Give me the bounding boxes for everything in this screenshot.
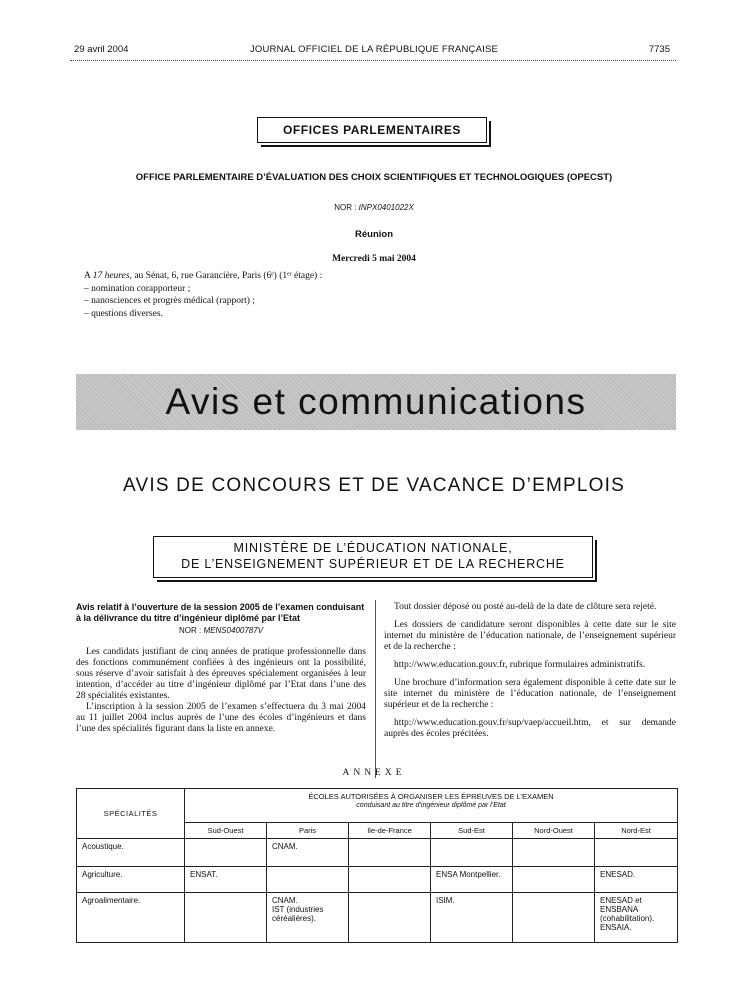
table-cell: ENESAD. bbox=[595, 867, 678, 893]
article-paragraph: Les dossiers de candidature seront disponibles à cette date sur le site internet du ministère de l’éducation nationale, de l’enseignement supérieur et de la recherche : bbox=[384, 620, 676, 652]
nor-label: NOR : bbox=[334, 203, 357, 212]
table-row bbox=[77, 867, 678, 893]
meeting-date: Mercredi 5 mai 2004 bbox=[332, 254, 416, 264]
table-cell: ISIM. bbox=[431, 893, 513, 943]
table-cell bbox=[349, 867, 431, 893]
article-right-column bbox=[384, 602, 676, 747]
nor-reference bbox=[0, 203, 748, 212]
agenda-intro-a: A bbox=[84, 271, 91, 281]
agenda-item: – nomination corapporteur ; bbox=[84, 283, 191, 294]
region-header: Paris bbox=[267, 823, 349, 839]
article-title: Avis relatif à l’ouverture de la session 2005 de l’examen conduisant à la délivrance du titre d’ingénieur diplômé par l’Etat bbox=[76, 602, 365, 623]
offices-box-title: OFFICES PARLEMENTAIRES bbox=[257, 117, 487, 143]
article-paragraph: L’inscription à la session 2005 de l’examen s’effectuera du 3 mai 2004 au 11 juillet 2004 inclus auprès de l’une des écoles d’ingénieurs et dans l’une des spécialités figurant dans la liste en annexe. bbox=[76, 702, 366, 734]
table-cell-spec: Agriculture. bbox=[77, 867, 185, 893]
column-divider bbox=[375, 600, 376, 778]
table-cell bbox=[349, 839, 431, 867]
table-cell bbox=[431, 839, 513, 867]
header-ecoles bbox=[185, 789, 678, 823]
article-url: http://www.education.gouv.fr, rubrique formulaires administratifs. bbox=[394, 660, 646, 670]
table-header-row bbox=[77, 789, 678, 823]
table-cell bbox=[185, 839, 267, 867]
table-cell: CNAM. IST (industries céréalières). bbox=[267, 893, 349, 943]
table-cell: ENSA Montpellier. bbox=[431, 867, 513, 893]
table-cell bbox=[267, 867, 349, 893]
table-cell: CNAM. bbox=[267, 839, 349, 867]
article-nor-label: NOR : bbox=[178, 626, 202, 635]
article-paragraph: Une brochure d’information sera également disponible à cette date sur le site internet du ministère de l’éducation nationale, de l’enseignement supérieur et de la recherche : bbox=[384, 678, 676, 710]
article-url: http://www.education.gouv.fr/sup/vaep/accueil.htm, et sur demande auprès des écoles précitées. bbox=[384, 718, 676, 739]
annex-table bbox=[76, 788, 678, 943]
agenda-item: – nanosciences et progrès médical (rapport) ; bbox=[84, 296, 255, 306]
header-ecoles-title: ÉCOLES AUTORISÉES À ORGANISER LES ÉPREUVES DE L’EXAMEN bbox=[308, 792, 554, 801]
ministry-line-1: MINISTÈRE DE L’ÉDUCATION NATIONALE, bbox=[233, 541, 513, 555]
ministry-line-2: DE L’ENSEIGNEMENT SUPÉRIEUR ET DE LA RECHERCHE bbox=[181, 557, 565, 571]
agenda bbox=[84, 270, 322, 320]
header-specialites: SPÉCIALITÉS bbox=[77, 789, 185, 839]
region-header: Nord-Ouest bbox=[513, 823, 595, 839]
agenda-intro-b: au Sénat, 6, rue Garancière, Paris (6ᵉ) (1ᵉʳ étage) : bbox=[134, 271, 323, 281]
agenda-item: – questions diverses. bbox=[84, 308, 163, 319]
journal-title: JOURNAL OFFICIEL DE LA RÉPUBLIQUE FRANÇAISE bbox=[249, 44, 499, 55]
table-cell bbox=[185, 893, 267, 943]
header-ecoles-subtitle: conduisant au titre d’ingénieur diplômé par l’Etat bbox=[356, 802, 506, 809]
region-header: Ile-de-France bbox=[349, 823, 431, 839]
table-cell: ENSAT. bbox=[185, 867, 267, 893]
header-date: 29 avril 2004 bbox=[74, 44, 129, 55]
agenda-intro bbox=[84, 270, 322, 283]
table-row bbox=[77, 839, 678, 867]
table-cell-spec: Acoustique. bbox=[77, 839, 185, 867]
table-cell bbox=[513, 867, 595, 893]
article-paragraph: Les candidats justifiant de cinq années de pratique professionnelle dans des fonctions communément confiées à des ingénieurs ont la possibilité, sous réserve d’avoir satisfait à des épreuves spécialement organisées à leur intention, d’accéder au titre d’ingénieur diplômé par l’Etat dans l’une des 28 spécialités existantes. bbox=[76, 647, 366, 701]
region-header: Sud-Est bbox=[431, 823, 513, 839]
article-nor-value: MENS0400787V bbox=[203, 626, 264, 635]
table-cell-spec: Agroalimentaire. bbox=[77, 893, 185, 943]
table-cell bbox=[349, 893, 431, 943]
header-rule bbox=[70, 60, 676, 61]
region-header: Nord-Est bbox=[595, 823, 678, 839]
office-name: OFFICE PARLEMENTAIRE D’ÉVALUATION DES CHOIX SCIENTIFIQUES ET TECHNOLOGIQUES (OPECST) bbox=[135, 172, 613, 183]
section-heading: AVIS DE CONCOURS ET DE VACANCE D’EMPLOIS bbox=[123, 475, 625, 496]
ministry-box bbox=[153, 536, 593, 578]
article-paragraph: Tout dossier déposé ou posté au-delà de la date de clôture sera rejeté. bbox=[394, 602, 657, 612]
article-nor bbox=[76, 626, 366, 635]
meeting-title: Réunion bbox=[355, 229, 393, 240]
table-cell bbox=[513, 839, 595, 867]
section-banner: Avis et communications bbox=[76, 374, 676, 430]
table-row bbox=[77, 893, 678, 943]
page-number: 7735 bbox=[648, 44, 670, 55]
table-cell bbox=[595, 839, 678, 867]
annex-label: ANNEXE bbox=[342, 768, 406, 778]
nor-value: INPX0401022X bbox=[358, 203, 414, 212]
table-cell bbox=[513, 893, 595, 943]
article-left-column bbox=[76, 602, 366, 735]
table-cell: ENESAD et ENSBANA (cohabilitation). ENSAIA. bbox=[595, 893, 678, 943]
region-header: Sud-Ouest bbox=[185, 823, 267, 839]
agenda-time: 17 heures, bbox=[92, 271, 132, 281]
